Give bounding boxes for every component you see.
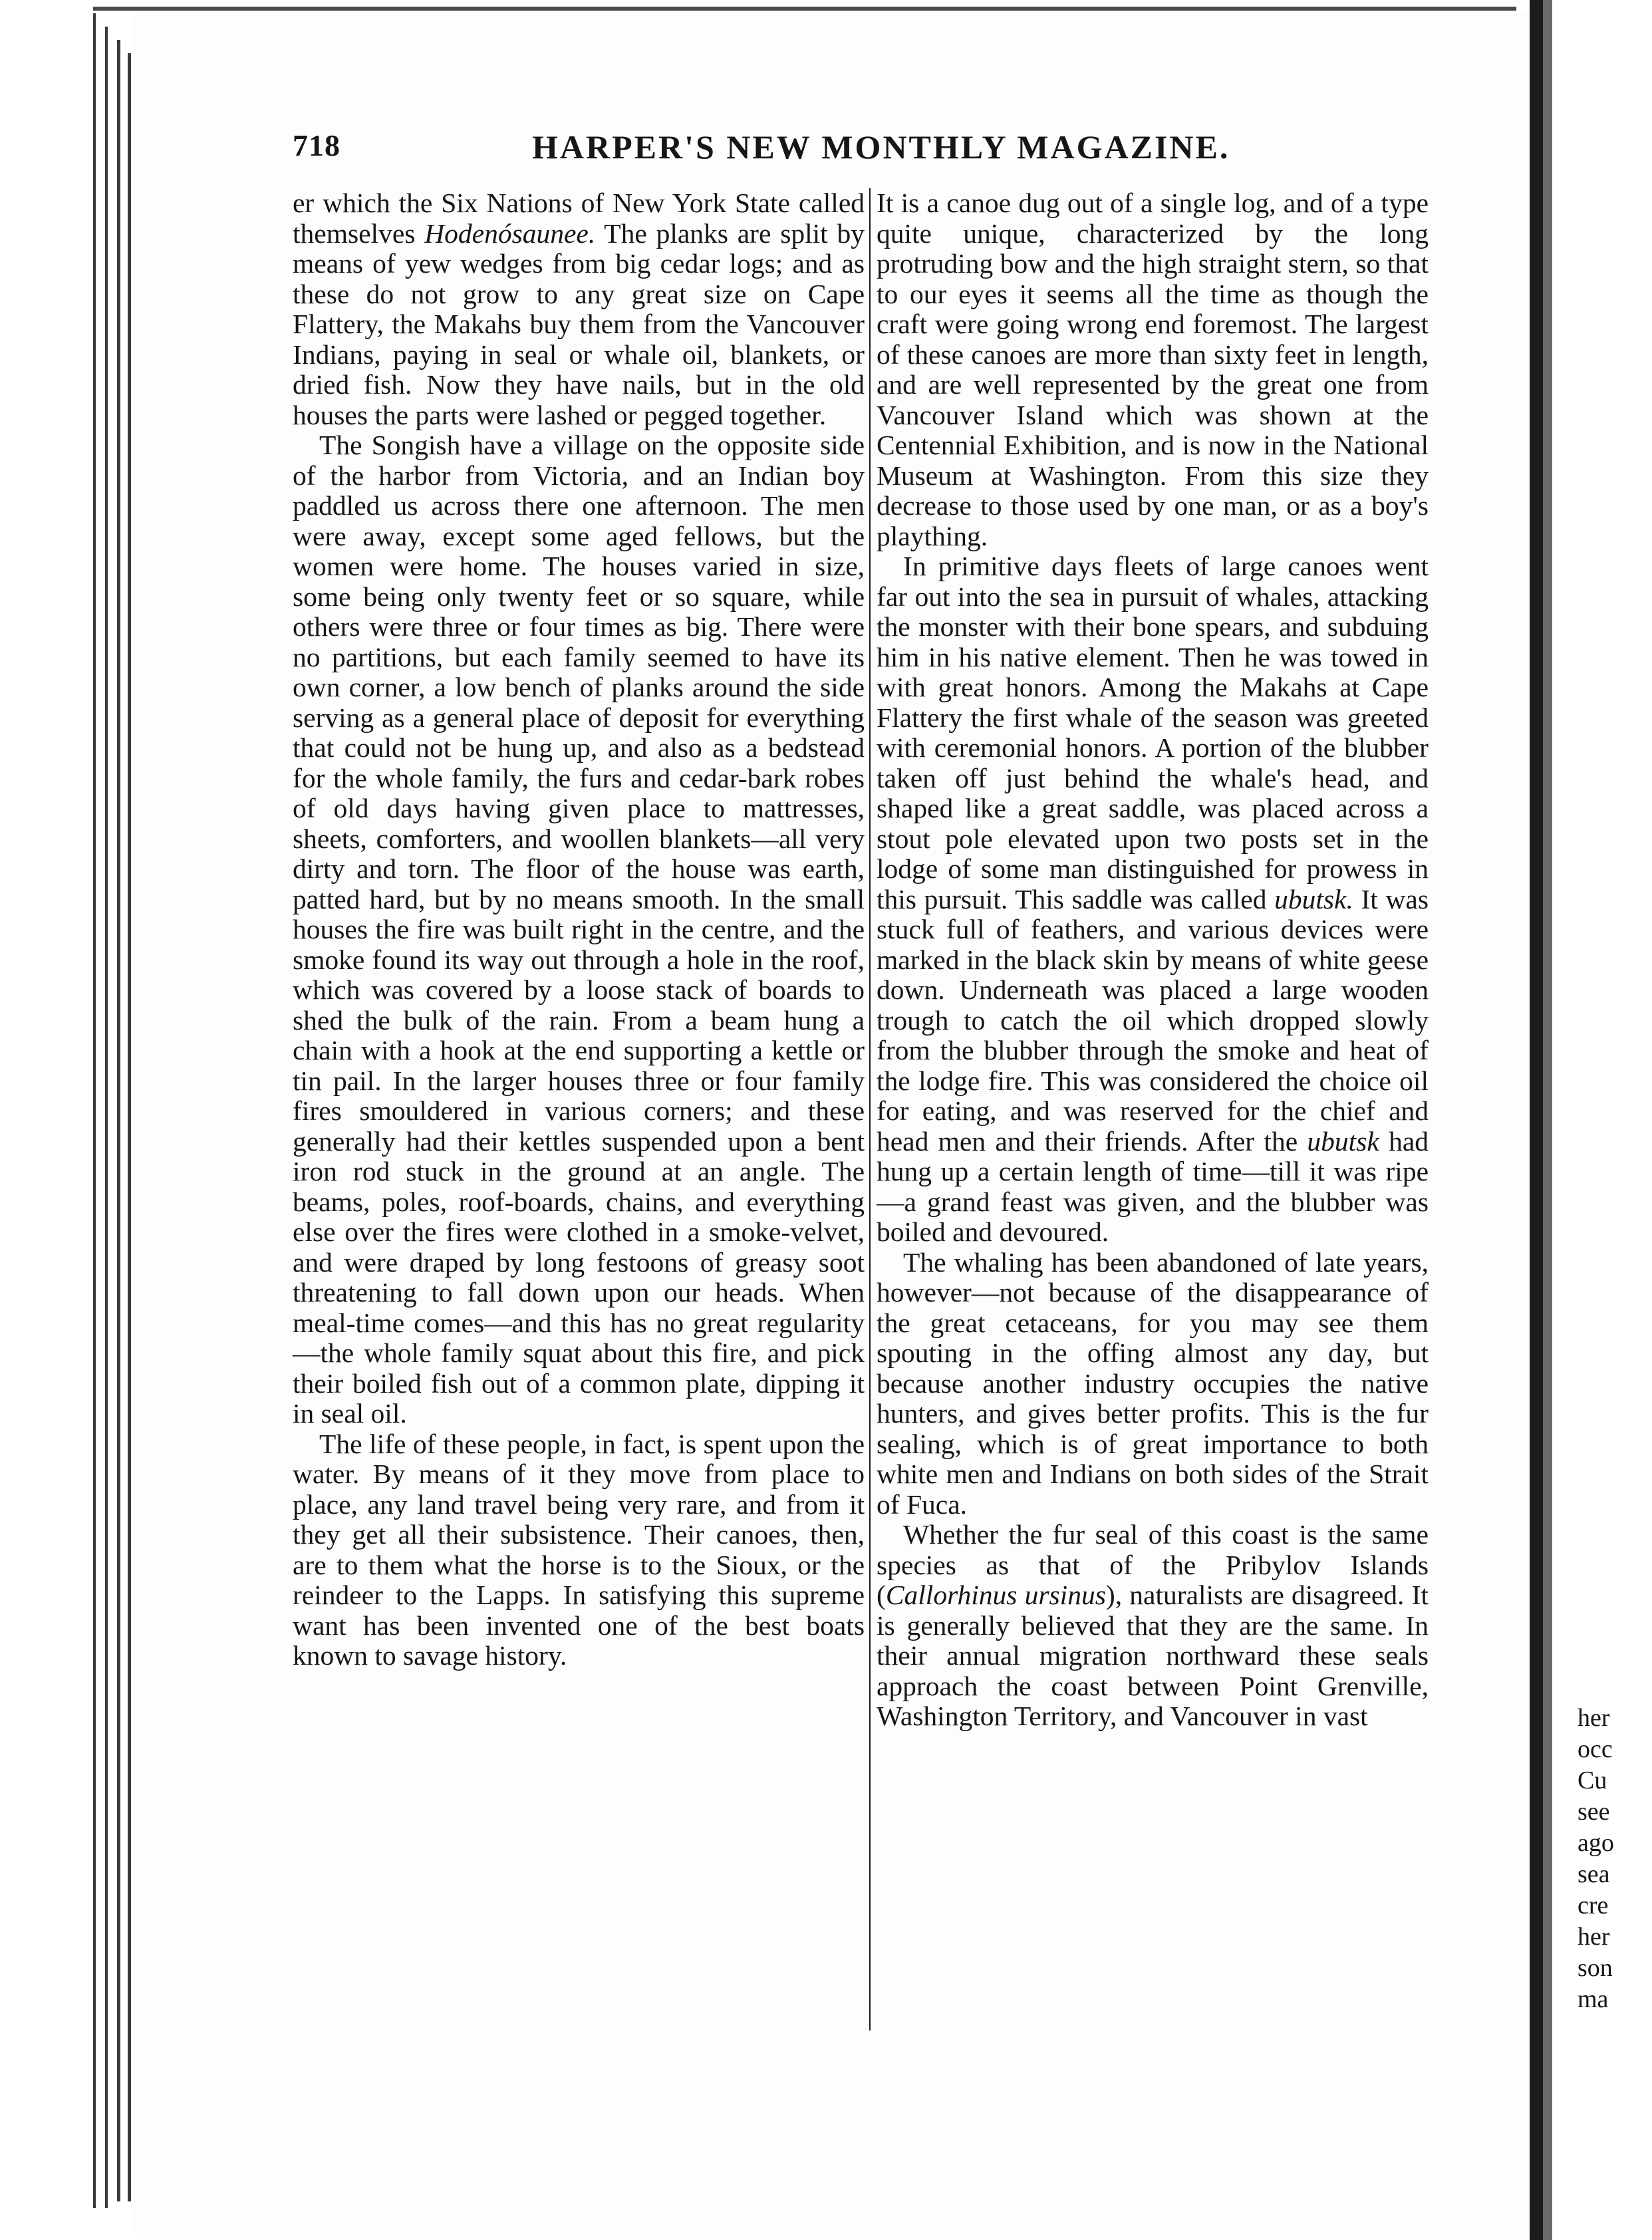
- text-run: The Songish have a village on the opposite side of the harbor from Victoria, and an Indian boy paddled us across there one afternoon. The men were away, except some aged fellows, but the women were home. The houses varied in size, some being only twenty feet or so square, while others were three or four times as big. There were no partitions, but each family seemed to have its own corner, a low bench of planks around the side serving as a general place of deposit for everything that could not be hung up, and also as a bedstead for the whole family, the furs and cedar-bark robes of old days having given place to mattresses, sheets, comforters, and woollen blankets—all very dirty and torn. The floor of the house was earth, patted hard, but by no means smooth. In the small houses the fire was built right in the centre, and the smoke found its way out through a hole in the roof, which was covered by a loose stack of boards to shed the bulk of the rain. From a beam hung a chain with a hook at the end supporting a kettle or tin pail. In the larger houses three or four family fires smouldered in various corners; and these generally had their kettles suspended upon a bent iron rod stuck in the ground at an angle. The beams, poles, roof-boards, chains, and everything else over the fires were clothed in a smoke-velvet, and were draped by long festoons of greasy soot threatening to fall down upon our heads. When meal-time comes—and this has no great regularity—the whole family squat about this fire, and pick their boiled fish out of a common plate, dipping it in seal oil.: [293, 430, 865, 1429]
- text-run: had hung up a certain length of time—till it was ripe—a grand feast was given, and the blubber was boiled and devoured.: [877, 1125, 1429, 1247]
- paragraph: [877, 188, 1429, 551]
- fragment-line: her: [1578, 1923, 1610, 1951]
- left-column: [293, 188, 865, 1671]
- page-header: [293, 128, 1530, 168]
- paragraph: [293, 1429, 865, 1671]
- fragment-line: her: [1578, 1704, 1610, 1732]
- text-run: The life of these people, in fact, is spent upon the water. By means of it they move from place to place, any land travel being very rare, and from it they get all their subsistence. Their canoes, then, are to them what the horse is to the Sioux, or the reindeer to the Lapps. In satisfying this supreme want has been invented one of the best boats known to savage history.: [293, 1428, 865, 1671]
- fragment-line: ago: [1578, 1829, 1614, 1857]
- column-rule: [869, 188, 871, 2030]
- fragment-line: cre: [1578, 1891, 1609, 1919]
- right-column: [877, 188, 1429, 1732]
- text-run: It was stuck full of feathers, and various devices were marked in the black skin by means of white geese down. Underneath was placed a large wooden trough to catch the oil which dropped slowly from the blubber through the smoke and heat of the lodge fire. This was considered the choice oil for eating, and was reserved for the chief and head men and their friends. After the: [877, 883, 1429, 1157]
- fragment-line: ma: [1578, 1985, 1609, 2013]
- spine-shadow: [1543, 0, 1552, 2240]
- paragraph: [293, 430, 865, 1429]
- running-head: HARPER'S NEW MONTHLY MAGAZINE.: [532, 128, 1230, 166]
- italic-text: Hodenósaunee.: [424, 217, 596, 249]
- paragraph: [877, 1248, 1429, 1520]
- text-run: The planks are split by means of yew wedges from big cedar logs; and as these do not grow to any great size on Cape Flattery, the Makahs buy them from the Vancouver Indians, paying in seal or whale oil, blankets, or dried fish. Now they have nails, but in the old houses the parts were lashed or pegged together.: [293, 217, 865, 430]
- page-edge: [128, 53, 131, 2201]
- book-spine: [1530, 0, 1543, 2240]
- text-run: It is a canoe dug out of a single log, and of a type quite unique, characterized by the long protruding bow and the high straight stern, so that to our eyes it seems all the time as though the craft were going wrong end foremost. The largest of these canoes are more than sixty feet in length, and are well represented by the great one from Vancouver Island which was shown at the Centennial Exhibition, and is now in the National Museum at Washington. From this size they decrease to those used by one man, or as a boy's plaything.: [877, 188, 1429, 551]
- page-top-edge: [93, 7, 1516, 11]
- paragraph: [877, 551, 1429, 1248]
- facing-page-fragment: [1578, 1703, 1651, 2015]
- italic-text: ubutsk.: [1274, 883, 1353, 914]
- fragment-line: sea: [1578, 1860, 1610, 1888]
- text-run: er which the Six Nations of New York State called themselves: [293, 188, 865, 249]
- text-run: The whaling has been abandoned of late years, however—not because of the disappearance of the great cetaceans, for you may see them spouting in the offing almost any day, but because another industry occupies the native hunters, and gives better profits. This is the fur sealing, which is of great importance to both white men and Indians on both sides of the Strait of Fuca.: [877, 1246, 1429, 1520]
- text-run: In primitive days fleets of large canoes went far out into the sea in pursuit of whales, attacking the monster with their bone spears, and subduing him in his native element. Then he was towed in with great honors. Among the Makahs at Cape Flattery the first whale of the season was greeted with ceremonial honors. A portion of the blubber taken off just behind the whale's head, and shaped like a great saddle, was placed across a stout pole elevated upon two posts set in the lodge of some man distinguished for prowess in this pursuit. This saddle was called: [877, 551, 1429, 914]
- page-edge: [105, 27, 108, 2208]
- text-run: Whether the fur seal of this coast is the same species as that of the Pribylov Islands (: [877, 1519, 1429, 1610]
- fragment-line: see: [1578, 1798, 1610, 1826]
- page-edge: [93, 13, 96, 2208]
- text-run: ), naturalists are disagreed. It is generally believed that they are the same. In their annual migration northward these seals approach the coast between Point Grenville, Washington Territory, and Vancouver in vast: [877, 1580, 1429, 1731]
- italic-text: ubutsk: [1307, 1125, 1379, 1157]
- fragment-line: son: [1578, 1954, 1613, 1982]
- fragment-line: occ: [1578, 1735, 1613, 1763]
- italic-text: Callorhinus ursinus: [885, 1580, 1106, 1610]
- paragraph: [877, 1520, 1429, 1732]
- fragment-line: Cu: [1578, 1766, 1607, 1794]
- page-edge: [117, 40, 120, 2201]
- paragraph: [293, 188, 865, 430]
- page-number: 718: [293, 128, 341, 162]
